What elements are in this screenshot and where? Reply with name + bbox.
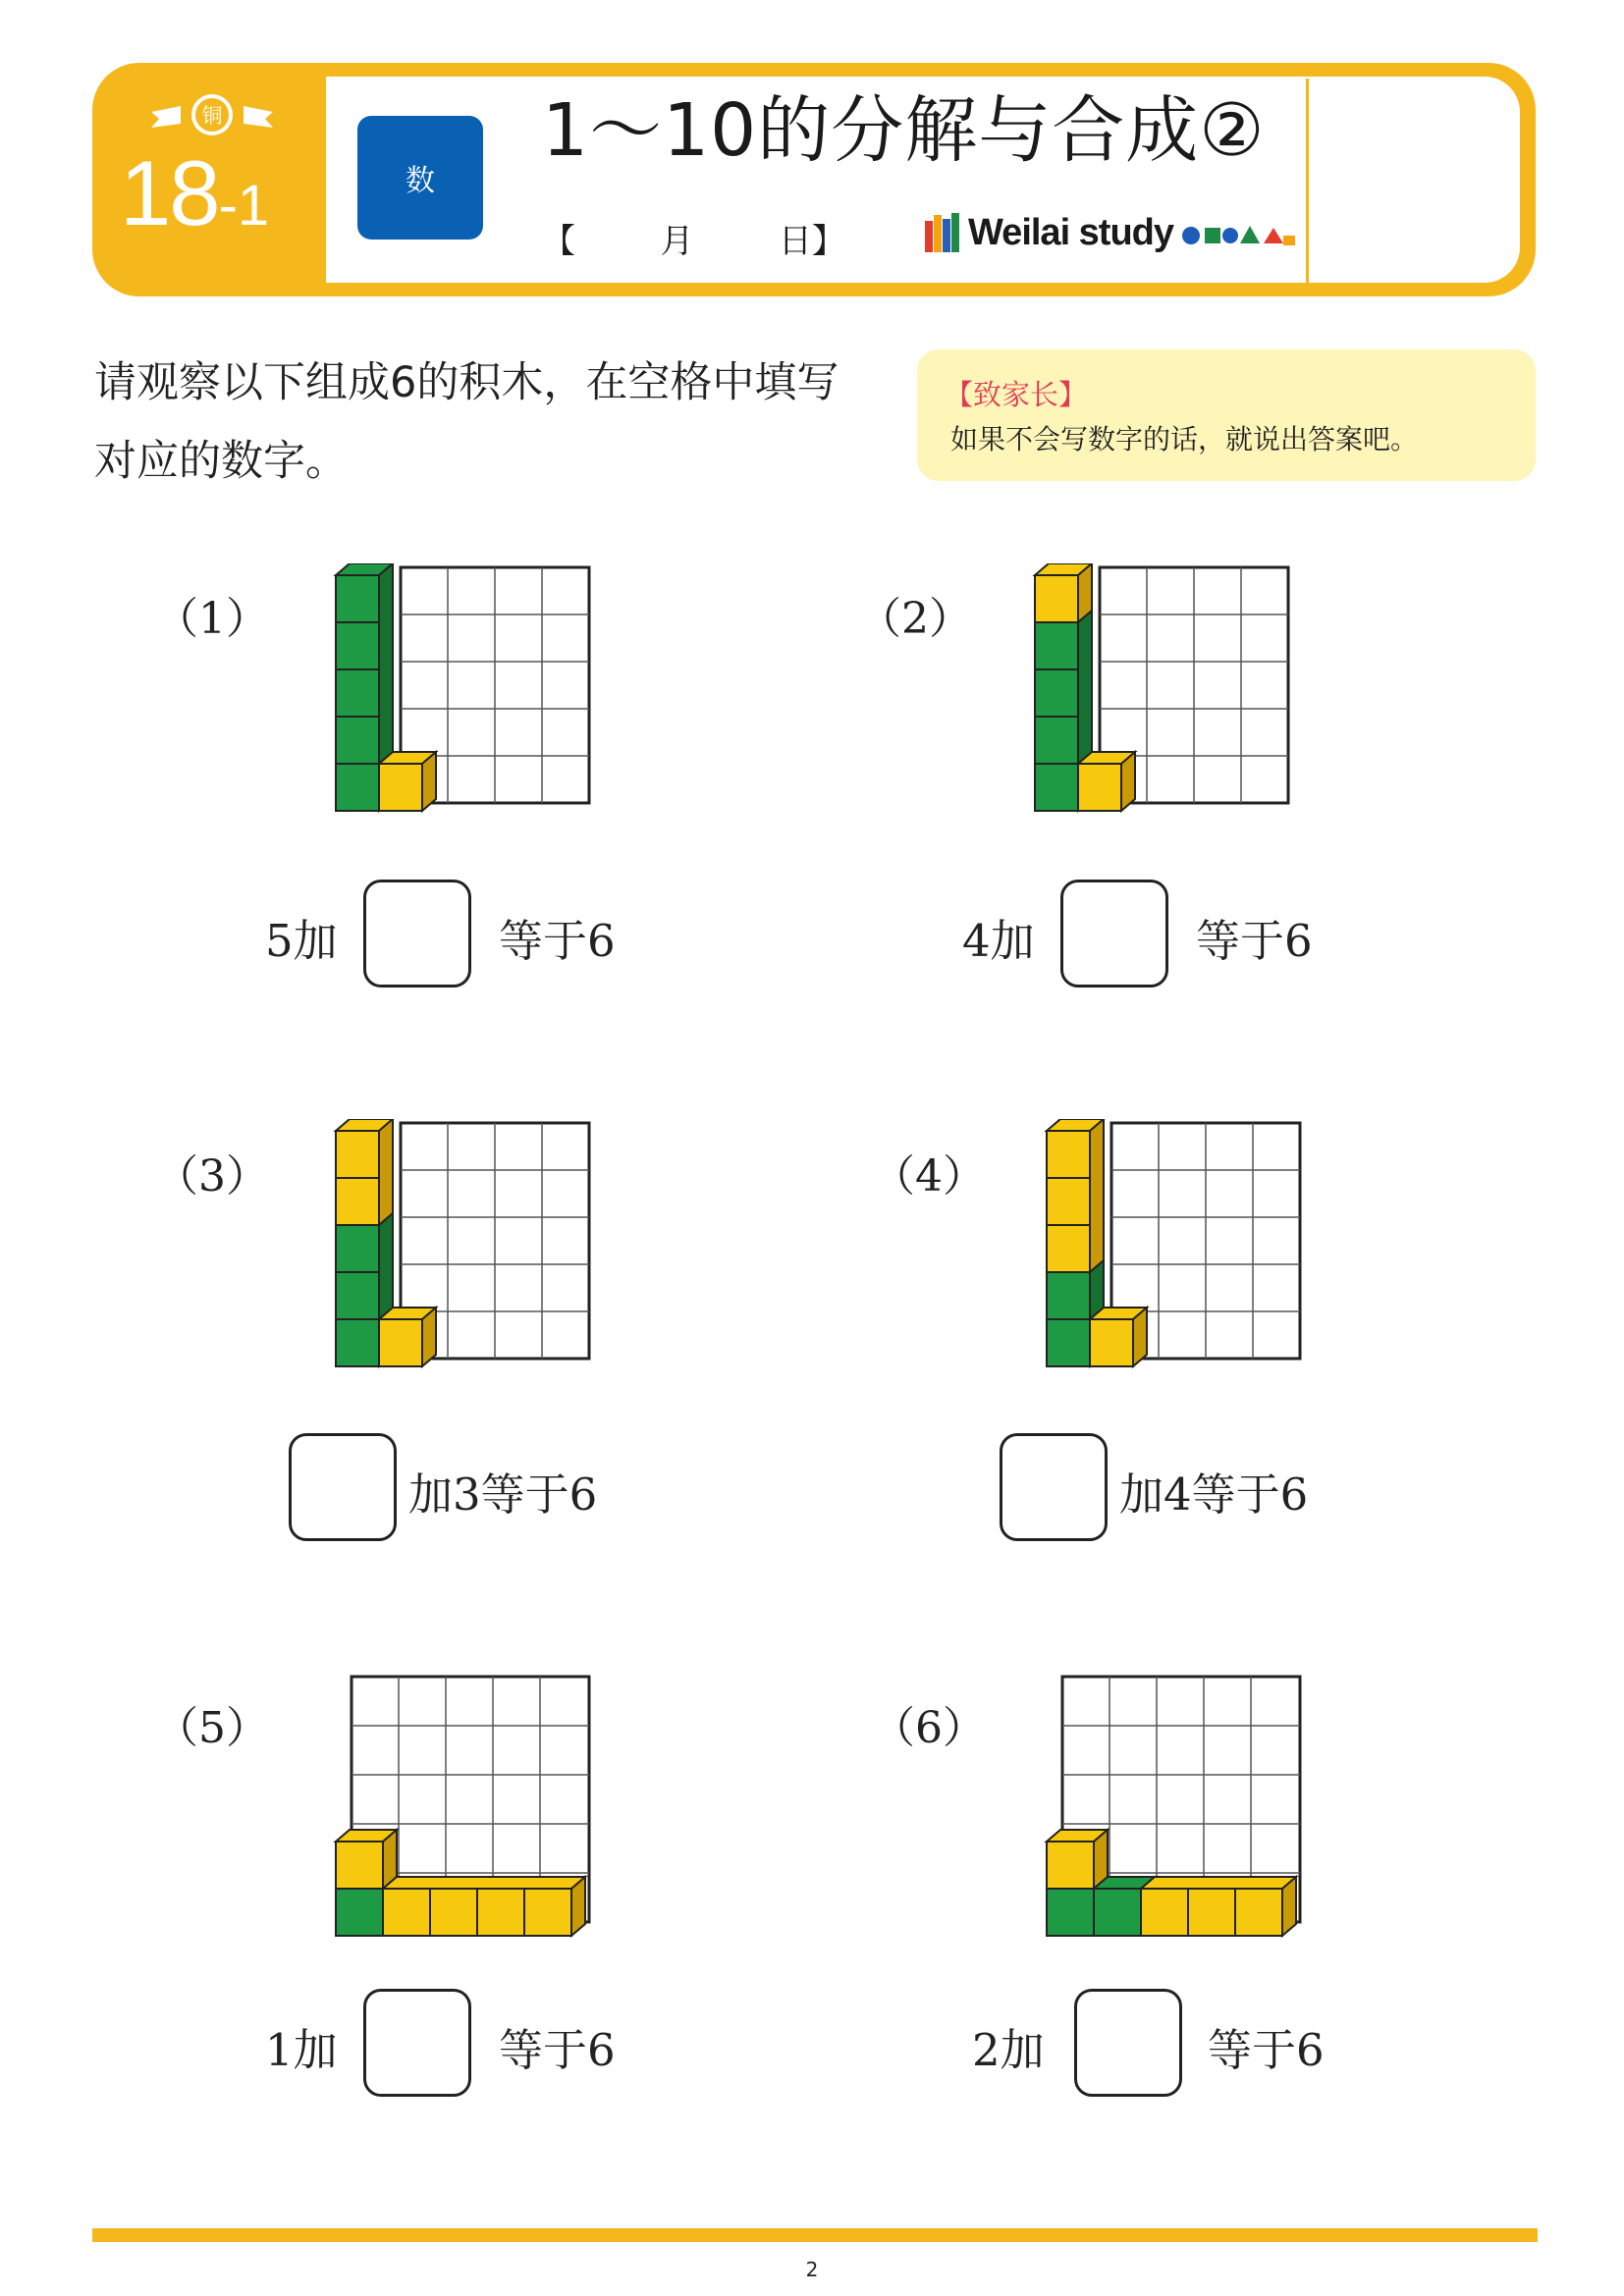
yellow-block [379,752,436,811]
yellow-block [379,1308,436,1366]
answer-box-2[interactable] [1060,880,1168,988]
lesson-number [120,141,270,244]
top-block [336,1830,397,1889]
equation-suffix: 等于6 [499,2024,616,2076]
block-diagram-4 [1043,1119,1308,1382]
parent-note-title: 【致家长】 [945,378,1088,411]
footer-bar [92,2228,1538,2242]
lesson-number-main: 18 [120,141,219,244]
answer-box-4[interactable] [1000,1433,1108,1541]
page-title: 1～10的分解与合成② [542,88,1266,173]
header-divider [1306,79,1309,294]
question-number: （5） [155,1703,269,1753]
equation-suffix: 加4等于6 [1119,1468,1309,1521]
equation-suffix: 等于6 [1196,915,1313,967]
equation-prefix: 5加 [265,915,338,967]
answer-box-3[interactable] [289,1433,397,1541]
question-number: （2） [858,594,972,644]
yellow-block [1090,1308,1147,1366]
equation-prefix: 1加 [265,2024,338,2076]
equation-prefix: 2加 [972,2024,1045,2076]
answer-box-1[interactable] [363,880,471,988]
page-number: 2 [805,2258,819,2281]
brand-books-icon [923,211,962,254]
brand-logo [923,208,1297,257]
date-field: 【 月 日】 [542,222,845,261]
parent-note-text: 如果不会写数字的话，就说出答案吧。 [950,423,1419,455]
block-diagram-6 [1043,1669,1308,1946]
block-diagram-5 [332,1669,597,1946]
answer-box-6[interactable] [1074,1989,1182,2097]
question-number: （4） [872,1151,986,1201]
bronze-medal-icon [147,92,277,137]
medal-label: 铜 [201,104,223,128]
lesson-number-sub: -1 [218,174,270,238]
question-number: （1） [155,594,269,644]
instruction-text: 请观察以下组成6的积木，在空格中填写对应的数字。 [94,358,839,486]
block-diagram-2 [1031,563,1296,827]
subject-badge: 数 [357,116,483,240]
top-block [1047,1830,1108,1889]
brand-name: Weilai study [968,211,1174,253]
brand-shapes-icon [1181,216,1297,249]
question-number: （6） [872,1703,986,1753]
equation-suffix: 等于6 [499,915,616,967]
question-number: （3） [155,1151,269,1201]
equation-suffix: 加3等于6 [408,1468,598,1521]
yellow-block [1078,752,1135,811]
parent-note [917,349,1536,481]
equation-suffix: 等于6 [1208,2024,1325,2076]
block-diagram-1 [332,563,597,827]
block-diagram-3 [332,1119,597,1382]
answer-box-5[interactable] [363,1989,471,2097]
equation-prefix: 4加 [962,915,1035,967]
